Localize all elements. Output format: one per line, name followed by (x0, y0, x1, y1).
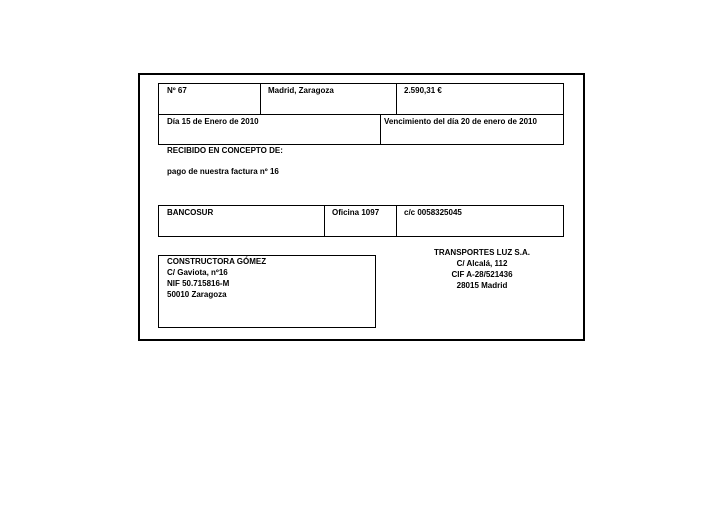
header-row-divider-2 (396, 83, 397, 115)
receipt-place: Madrid, Zaragoza (268, 86, 334, 95)
header-row-box (158, 83, 564, 115)
date-row-divider (380, 114, 381, 145)
payer-address: C/ Gaviota, nº16 (167, 268, 228, 277)
payer-nif: NIF 50.715816-M (167, 279, 230, 288)
bank-row-divider-2 (396, 205, 397, 237)
issuer-name: TRANSPORTES LUZ S.A. (433, 248, 530, 257)
header-row-divider-1 (260, 83, 261, 115)
bank-account: c/c 0058325045 (404, 208, 462, 217)
bank-office: Oficina 1097 (332, 208, 380, 217)
issuer-cif: CIF A-28/521436 (451, 270, 513, 279)
concept-text: pago de nuestra factura nº 16 (167, 167, 279, 176)
bank-row-divider-1 (324, 205, 325, 237)
payer-name: CONSTRUCTORA GÓMEZ (167, 257, 267, 266)
issuer-address: C/ Alcalá, 112 (456, 259, 508, 268)
receipt-amount: 2.590,31 € (404, 86, 442, 95)
bank-name: BANCOSUR (167, 208, 214, 217)
receipt-number: Nº 67 (167, 86, 187, 95)
payer-city: 50010 Zaragoza (167, 290, 227, 299)
issuer-block (400, 247, 564, 291)
issue-date: Día 15 de Enero de 2010 (167, 117, 259, 126)
concept-heading: RECIBIDO EN CONCEPTO DE: (167, 146, 283, 155)
due-date: Vencimiento del día 20 de enero de 2010 (384, 117, 537, 126)
issuer-city: 28015 Madrid (456, 281, 508, 290)
